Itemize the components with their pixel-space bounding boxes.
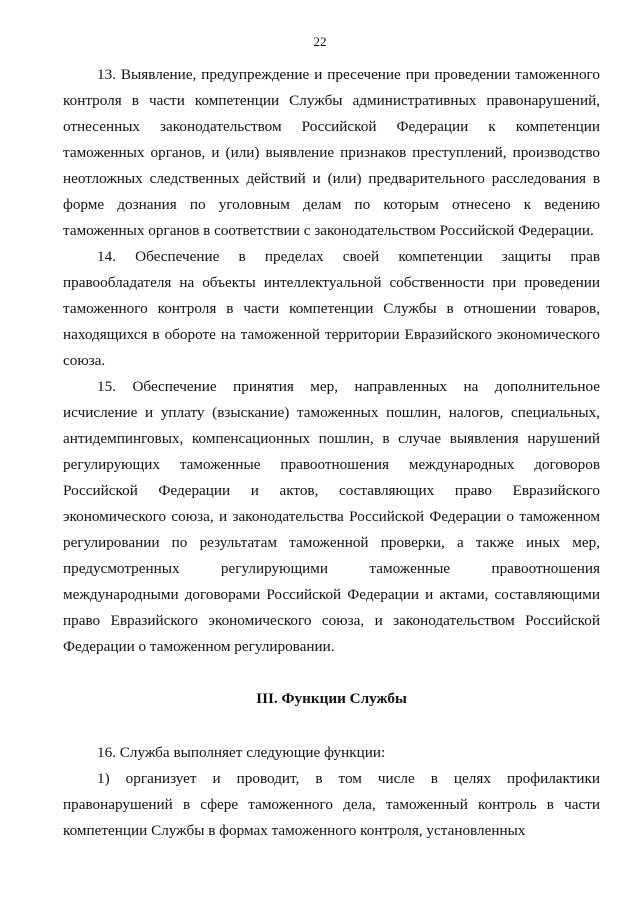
function-item-1: 1) организует и проводит, в том числе в целях профилактики правонарушений в сфере таможенного дела, таможенный контроль в части компетенции Службы в формах таможенного контроля, установленных (63, 770, 600, 839)
page-number: 22 (313, 34, 327, 49)
paragraph-14: 14. Обеспечение в пределах своей компетенции защиты прав правообладателя на объекты интеллектуальной собственности при проведении таможенного контроля в части компетенции Службы в отношении товаров, находящихся в обороте на таможенной территории Евразийского экономического союза. (63, 248, 600, 369)
section-heading: III. Функции Службы (256, 690, 407, 707)
document-body (63, 62, 600, 844)
paragraph-16-intro: 16. Служба выполняет следующие функции: (97, 744, 386, 761)
paragraph-13: 13. Выявление, предупреждение и пресечение при проведении таможенного контроля в части компетенции Службы административных правонарушений, отнесенных законодательством Российской Федерации к компетенции таможенных органов, и (или) выявление признаков преступлений, производство неотложных следственных действий и (или) предварительного расследования в форме дознания по уголовным делам по которым отнесено к ведению таможенных органов в соответствии с законодательством Российской Федерации. (63, 66, 600, 239)
paragraph-15: 15. Обеспечение принятия мер, направленных на дополнительное исчисление и уплату (взыскание) таможенных пошлин, налогов, специальных, антидемпинговых, компенсационных пошлин, в случае выявления нарушений регулирующих таможенные правоотношения международных договоров Российской Федерации и актов, составляющих право Евразийского экономического союза, и законодательства Российской Федерации о таможенном регулировании по результатам таможенной проверки, а также иных мер, предусмотренных регулирующими таможенные правоотношения международными договорами Российской Федерации и актами, составляющими право Евразийского экономического союза, и законодательством Российской Федерации о таможенном регулировании. (63, 378, 600, 655)
